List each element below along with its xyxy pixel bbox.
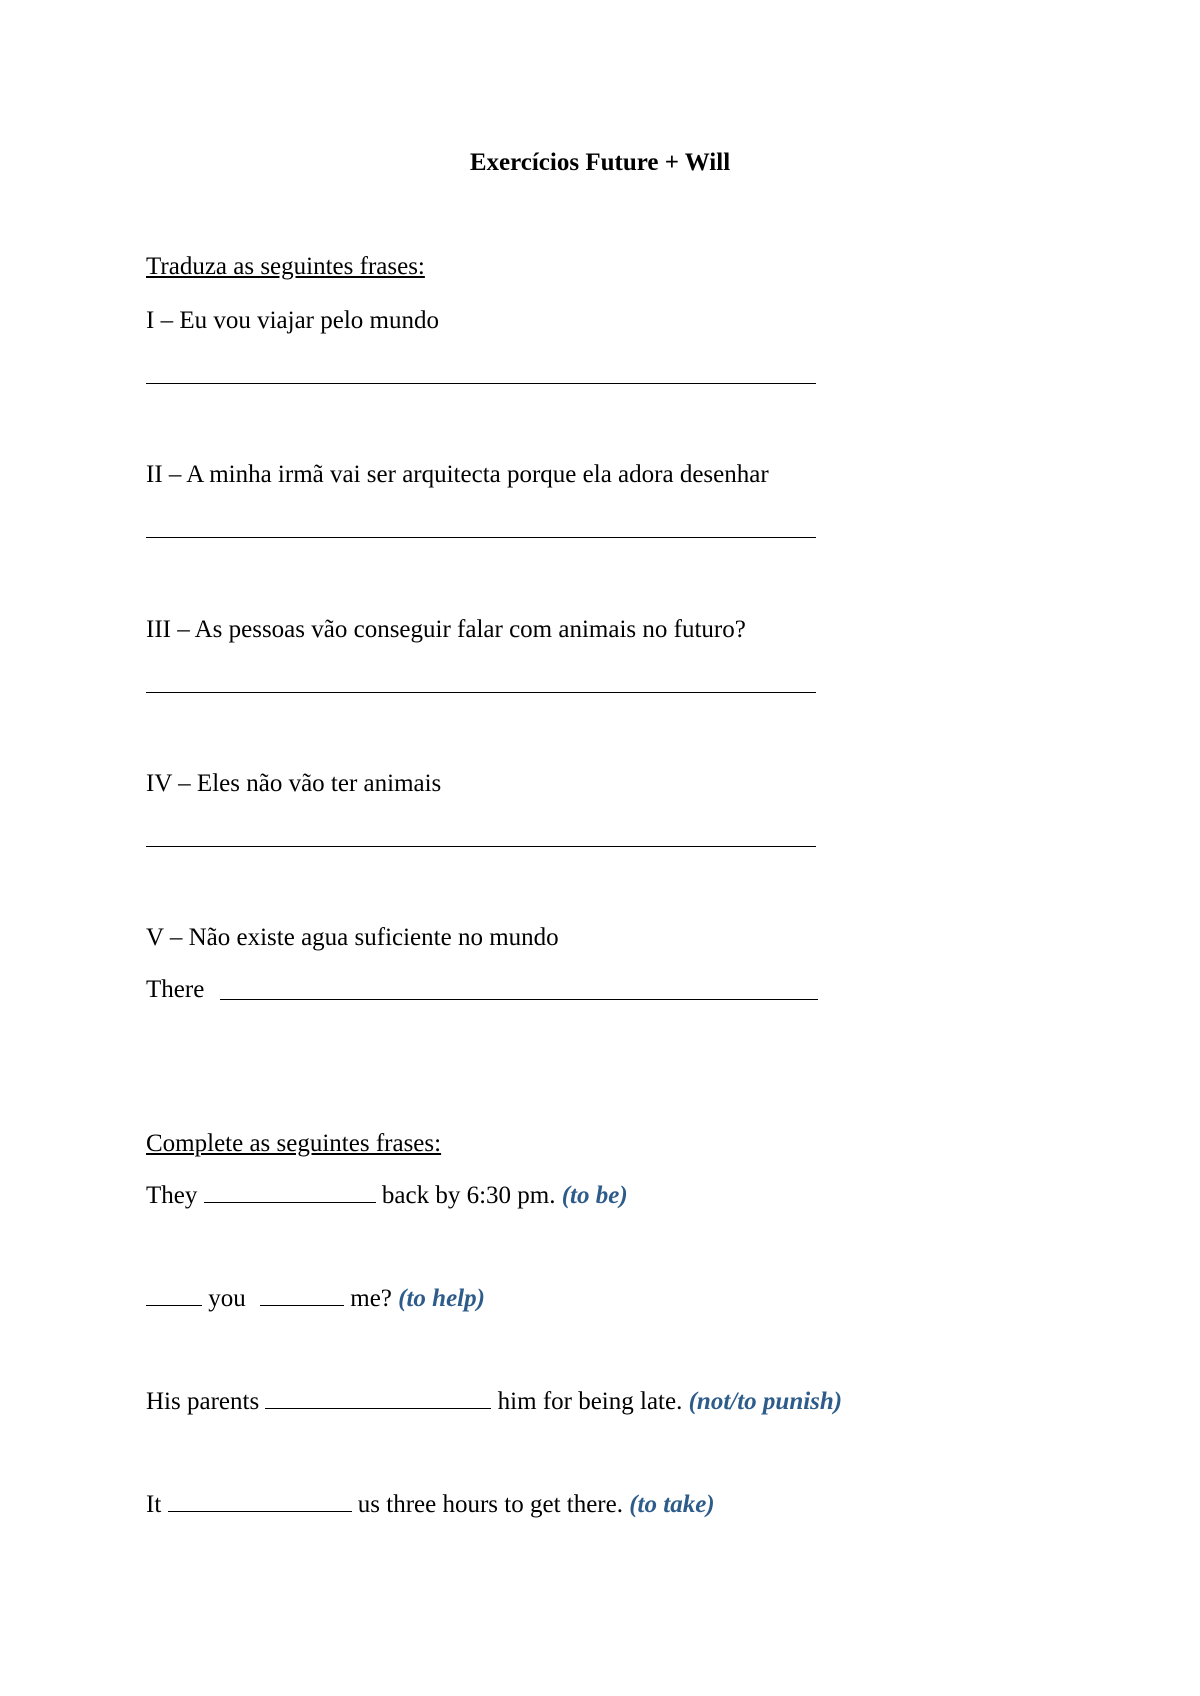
- exercise-prefix-there: There: [146, 976, 205, 1003]
- answer-line-1[interactable]: [146, 383, 816, 384]
- answer-line-3[interactable]: [146, 692, 816, 693]
- exercise-sentence-5: V – Não existe agua suficiente no mundo: [146, 924, 559, 951]
- fill-hint-1: (to be): [561, 1182, 628, 1209]
- fill-blank-3[interactable]: [265, 1407, 491, 1409]
- fill-sentence-3-start: His parents: [146, 1388, 260, 1415]
- fill-sentence-3-end: him for being late.: [497, 1388, 683, 1415]
- fill-sentence-2-you: you: [208, 1285, 246, 1312]
- fill-sentence-4-end: us three hours to get there.: [357, 1491, 623, 1518]
- fill-sentence-4-start: It: [146, 1491, 162, 1518]
- fill-hint-3: (not/to punish): [688, 1388, 843, 1415]
- exercise-sentence-2: II – A minha irmã vai ser arquitecta porque ela adora desenhar: [146, 461, 769, 488]
- answer-line-2[interactable]: [146, 537, 816, 538]
- answer-line-5[interactable]: [220, 999, 818, 1000]
- answer-line-4[interactable]: [146, 846, 816, 847]
- fill-sentence-4: [146, 1492, 715, 1517]
- exercise-sentence-1: I – Eu vou viajar pelo mundo: [146, 307, 439, 334]
- fill-blank-4[interactable]: [168, 1510, 352, 1512]
- fill-sentence-1-end: back by 6:30 pm.: [381, 1182, 556, 1209]
- section-heading-translate: Traduza as seguintes frases:: [146, 253, 425, 280]
- exercise-sentence-3: III – As pessoas vão conseguir falar com animais no futuro?: [146, 616, 746, 643]
- section-heading-complete: Complete as seguintes frases:: [146, 1130, 442, 1157]
- page-title: Exercícios Future + Will: [469, 149, 731, 176]
- fill-sentence-2: [146, 1286, 485, 1311]
- fill-hint-2: (to help): [398, 1285, 485, 1312]
- fill-sentence-2-end: me?: [350, 1285, 392, 1312]
- fill-hint-4: (to take): [629, 1491, 715, 1518]
- fill-blank-2a[interactable]: [146, 1304, 202, 1306]
- fill-sentence-1-start: They: [146, 1182, 198, 1209]
- fill-sentence-3: [146, 1389, 842, 1414]
- fill-sentence-1: [146, 1183, 628, 1208]
- exercise-sentence-4: IV – Eles não vão ter animais: [146, 770, 442, 797]
- fill-blank-2b[interactable]: [260, 1304, 344, 1306]
- fill-blank-1[interactable]: [204, 1201, 376, 1203]
